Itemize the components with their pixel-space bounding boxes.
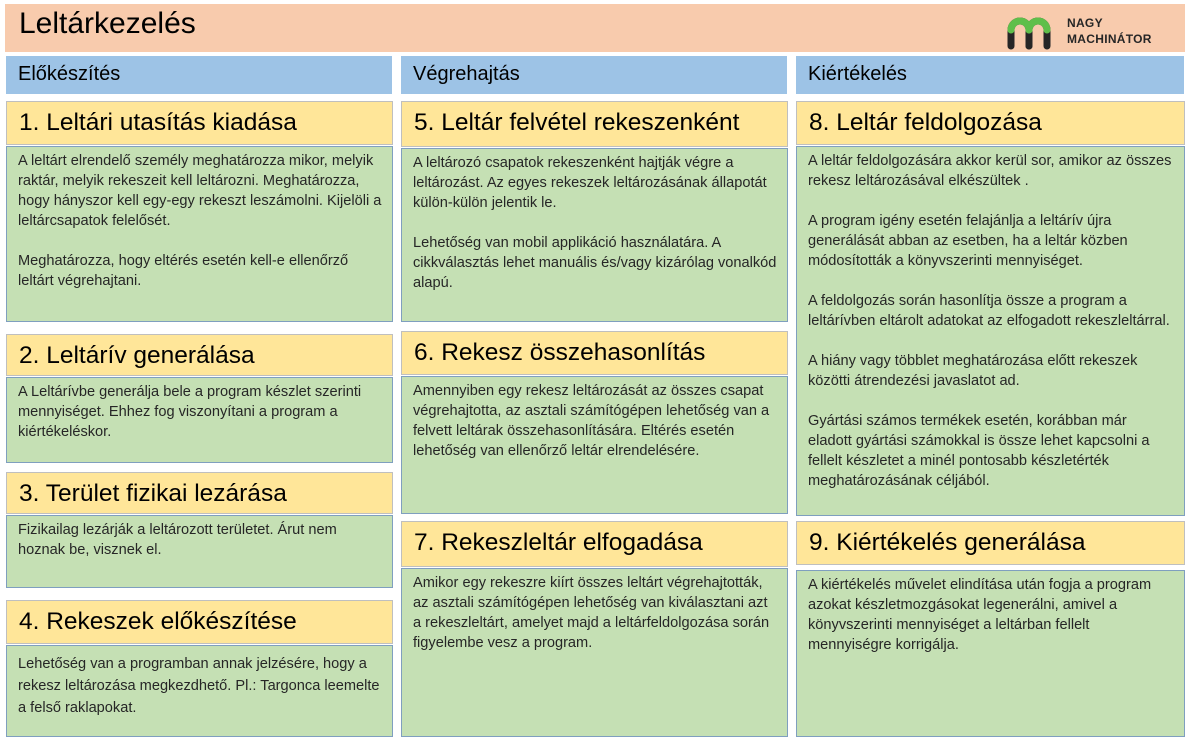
step-5-text-2: Lehetőség van mobil applikáció használatára. A cikkválasztás lehet manuális és/vagy kizárólag vonalkód alapú.: [413, 235, 777, 291]
step-6-text-1: Amennyiben egy rekesz leltározását az összes csapat végrehajtotta, az asztali számítógépen lehetőség van a felvett leltárak összehasonlítására. Eltérés esetén lehetőség van ellenőrző leltár elrendelésére.: [413, 383, 770, 459]
company-logo: [1005, 12, 1165, 52]
step-9-body: [796, 570, 1185, 737]
step-1-body: [6, 146, 393, 322]
step-3-text-1: Fizikailag lezárják a leltározott területet. Árut nem hoznak be, visznek el.: [18, 522, 337, 558]
step-9-text-1: A kiértékelés művelet elindítása után fogja a program azokat készletmozgásokat legenerálni, amivel a könyvszerinti mennyiséget a leltárban fellelt mennyiségre korrigálja.: [808, 577, 1152, 653]
step-9-title: 9. Kiértékelés generálása: [796, 521, 1185, 565]
step-7-title: 7. Rekeszleltár elfogadása: [401, 521, 788, 567]
step-3-title: 3. Terület fizikai lezárása: [6, 472, 393, 514]
step-8-body: [796, 146, 1185, 516]
step-7-body: [401, 568, 788, 737]
step-8-text-4: A hiány vagy többlet meghatározása előtt rekeszek közötti átrendezési javaslatot ad.: [808, 353, 1138, 389]
step-1-title: 1. Leltári utasítás kiadása: [6, 101, 393, 145]
step-1-text-2: Meghatározza, hogy eltérés esetén kell-e ellenőrző leltárt végrehajtani.: [18, 253, 349, 289]
column-preparation: Előkészítés: [6, 56, 392, 94]
logo-line1: NAGY: [1067, 16, 1103, 30]
step-7-text-1: Amikor egy rekeszre kiírt összes leltárt végrehajtották, az asztali számítógépen lehetőség van kiválasztani azt a rekeszleltárt, amelyet majd a leltárfeldolgozása során figyelembe vesz a program.: [413, 575, 770, 651]
column-evaluation: Kiértékelés: [796, 56, 1184, 94]
step-1-text-1: A leltárt elrendelő személy meghatározza mikor, melyik raktár, melyik rekeszeit kell leltározni. Meghatározza, hogy hányszor kell egy-egy rekeszt leszámolni. Kijelöli a leltárcsapatok felelősét.: [18, 153, 382, 229]
step-5-text-1: A leltározó csapatok rekeszenként hajtják végre a leltározást. Az egyes rekeszek leltározásának állapotát külön-külön jelentik le.: [413, 155, 767, 211]
logo-text: [1067, 15, 1152, 47]
step-2-title: 2. Leltárív generálása: [6, 334, 393, 376]
column-execution: Végrehajtás: [401, 56, 787, 94]
step-8-text-5: Gyártási számos termékek esetén, korábban már eladott gyártási számokkal is össze lehet kapcsolni a fellelt készletet a minél pontosabb készletérték meghatározásának céljából.: [808, 413, 1150, 489]
step-8-text-3: A feldolgozás során hasonlítja össze a program a leltárívben eltárolt adatokat az elfogadott rekeszleltárral.: [808, 293, 1170, 329]
step-8-title: 8. Leltár feldolgozása: [796, 101, 1185, 145]
step-4-text-1: Lehetőség van a programban annak jelzésére, hogy a rekesz leltározása megkezdhető. Pl.: Targonca leemelte a felső raklapokat.: [18, 656, 380, 716]
step-3-body: [6, 515, 393, 588]
logo-line2: MACHINÁTOR: [1067, 32, 1152, 46]
step-2-text-1: A Leltárívbe generálja bele a program készlet szerinti mennyiséget. Ehhez fog viszonyítani a program a kiértékeléskor.: [18, 384, 362, 440]
step-8-text-2: A program igény esetén felajánlja a leltárív újra generálását abban az esetben, ha a leltár közben módosították a könyvszerinti mennyiséget.: [808, 213, 1128, 269]
step-6-body: [401, 376, 788, 514]
step-5-body: [401, 148, 788, 322]
title-bar: [5, 4, 1185, 52]
step-6-title: 6. Rekesz összehasonlítás: [401, 331, 788, 375]
page-title: Leltárkezelés: [19, 7, 196, 40]
logo-mark-icon: [1005, 12, 1061, 52]
step-4-body: [6, 645, 393, 737]
step-5-title: 5. Leltár felvétel rekeszenként: [401, 101, 788, 147]
step-4-title: 4. Rekeszek előkészítése: [6, 600, 393, 644]
step-8-text-1: A leltár feldolgozására akkor kerül sor, amikor az összes rekesz leltározásával elkészültek .: [808, 153, 1172, 189]
step-2-body: [6, 377, 393, 463]
